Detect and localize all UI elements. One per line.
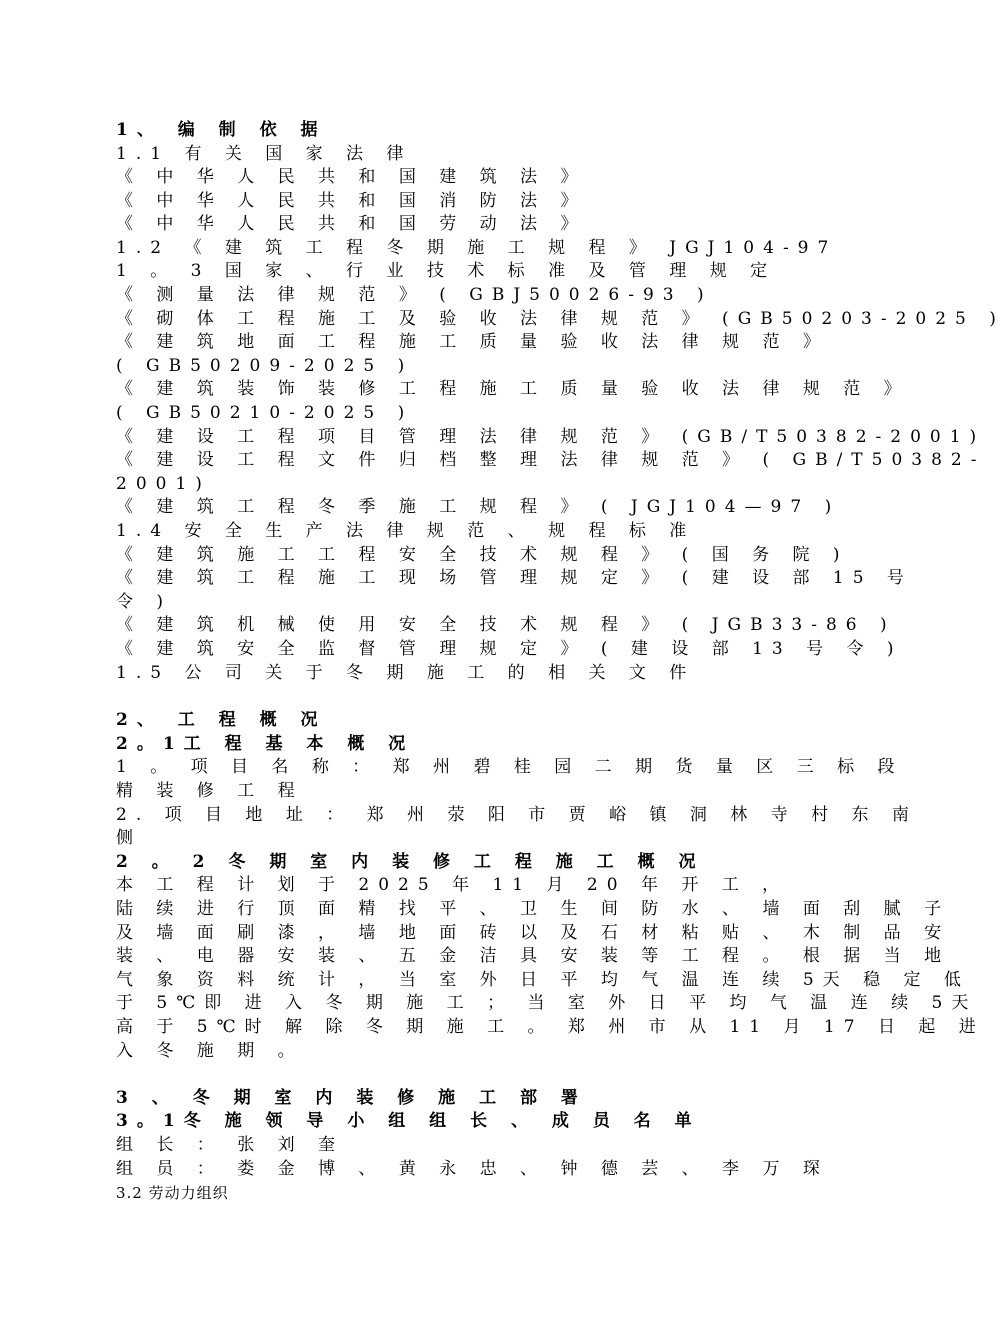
subheading-2-2: 2 。 2 冬 期 室 内 装 修 工 程 施 工 概 况 [116,852,705,872]
text-line: 《 建 筑 工 程 冬 季 施 工 规 程 》 ( JGJ104—97 ) [116,497,841,517]
text-line: 入 冬 施 期 。 [116,1041,304,1061]
text-line: ( GB50210-2025 ) [116,403,414,423]
text-line: 组 长 ： 张 刘 奎 [116,1135,345,1155]
text-line: 《 建 筑 装 饰 装 修 工 程 施 工 质 量 验 收 法 律 规 范 》 [116,379,910,399]
text-line: 《 建 筑 安 全 监 督 管 理 规 定 》 ( 建 设 部 13 号 令 ) [116,639,903,659]
text-line: 《 砌 体 工 程 施 工 及 验 收 法 律 规 范 》 (GB50203-2025 ) [116,309,1005,329]
text-line: 《 建 筑 地 面 工 程 施 工 质 量 验 收 法 律 规 范 》 [116,332,829,352]
text-line: 及 墙 面 刷 漆 ， 墙 地 面 砖 以 及 石 材 粘 贴 、 木 制 品 安 [116,923,951,943]
text-line: 2. 项 目 地 址 ： 郑 州 荥 阳 市 贾 峪 镇 洞 林 寺 村 东 南 [116,805,918,825]
heading-1: 1、 编 制 依 据 [116,120,327,140]
text-line: 令 ) [116,592,173,612]
text-line: ( GB50209-2025 ) [116,356,414,376]
text-line: 《 中 华 人 民 共 和 国 建 筑 法 》 [116,167,587,187]
text-line: 陆 续 进 行 顶 面 精 找 平 、 卫 生 间 防 水 、 墙 面 刮 腻 子 [116,899,951,919]
subheading-2-1: 2。1工 程 基 本 概 况 [116,734,415,754]
text-line: 《 建 筑 施 工 工 程 安 全 技 术 规 程 》 ( 国 务 院 ) [116,545,849,565]
text-line: 2001) [116,474,211,494]
subheading-3-1: 3。1冬 施 领 导 小 组 组 长 、 成 员 名 单 [116,1111,701,1131]
text-line: 《 中 华 人 民 共 和 国 劳 动 法 》 [116,214,587,234]
text-line: 气 象 资 料 统 计 ， 当 室 外 日 平 均 气 温 连 续 5天 稳 定 低 [116,970,970,990]
text-line: 1.1 有 关 国 家 法 律 [116,144,413,164]
heading-3: 3 、 冬 期 室 内 装 修 施 工 部 署 [116,1088,587,1108]
text-line: 本 工 程 计 划 于 2025 年 11 月 20 年 开 工 ， [116,875,789,895]
text-line: 组 员 ： 娄 金 博 、 黄 永 忠 、 钟 德 芸 、 李 万 琛 [116,1159,829,1179]
text-line: 1 。 3 国 家 、 行 业 技 术 标 准 及 管 理 规 定 [116,261,777,281]
text-line: 精 装 修 工 程 [116,781,304,801]
text-line: 《 中 华 人 民 共 和 国 消 防 法 》 [116,191,587,211]
text-line: 高 于 5℃时 解 除 冬 期 施 工 。 郑 州 市 从 11 月 17 日 起 进 [116,1017,985,1037]
text-line: 1 。 项 目 名 称 ： 郑 州 碧 桂 园 二 期 货 量 区 三 标 段 [116,757,904,777]
text-line: 1.5 公 司 关 于 冬 期 施 工 的 相 关 文 件 [116,663,696,683]
text-line: 1.2 《 建 筑 工 程 冬 期 施 工 规 程 》 JGJ104-97 [116,238,838,258]
subheading-3-2: 3.2 劳动力组织 [116,1184,229,1202]
text-line: 《 建 筑 工 程 施 工 现 场 管 理 规 定 》 ( 建 设 部 15 号 [116,568,913,588]
text-line: 于 5℃即 进 入 冬 期 施 工 ； 当 室 外 日 平 均 气 温 连 续 5天 [116,993,978,1013]
text-line: 《 建 设 工 程 项 目 管 理 法 律 规 范 》 (GB/T50382-2001) [116,427,986,447]
text-line: 装 、 电 器 安 装 、 五 金 洁 具 安 装 等 工 程 。 根 据 当 地 [116,946,951,966]
text-line: 侧 [116,828,142,848]
text-line: 《 测 量 法 律 规 范 》 ( GBJ50026-93 ) [116,285,713,305]
heading-2: 2、 工 程 概 况 [116,710,327,730]
text-line: 1.4 安 全 生 产 法 律 规 范 、 规 程 标 准 [116,521,696,541]
text-line: 《 建 设 工 程 文 件 归 档 整 理 法 律 规 范 》 ( GB/T50382- [116,450,986,470]
text-line: 《 建 筑 机 械 使 用 安 全 技 术 规 程 》 ( JGB33-86 ) [116,615,896,635]
